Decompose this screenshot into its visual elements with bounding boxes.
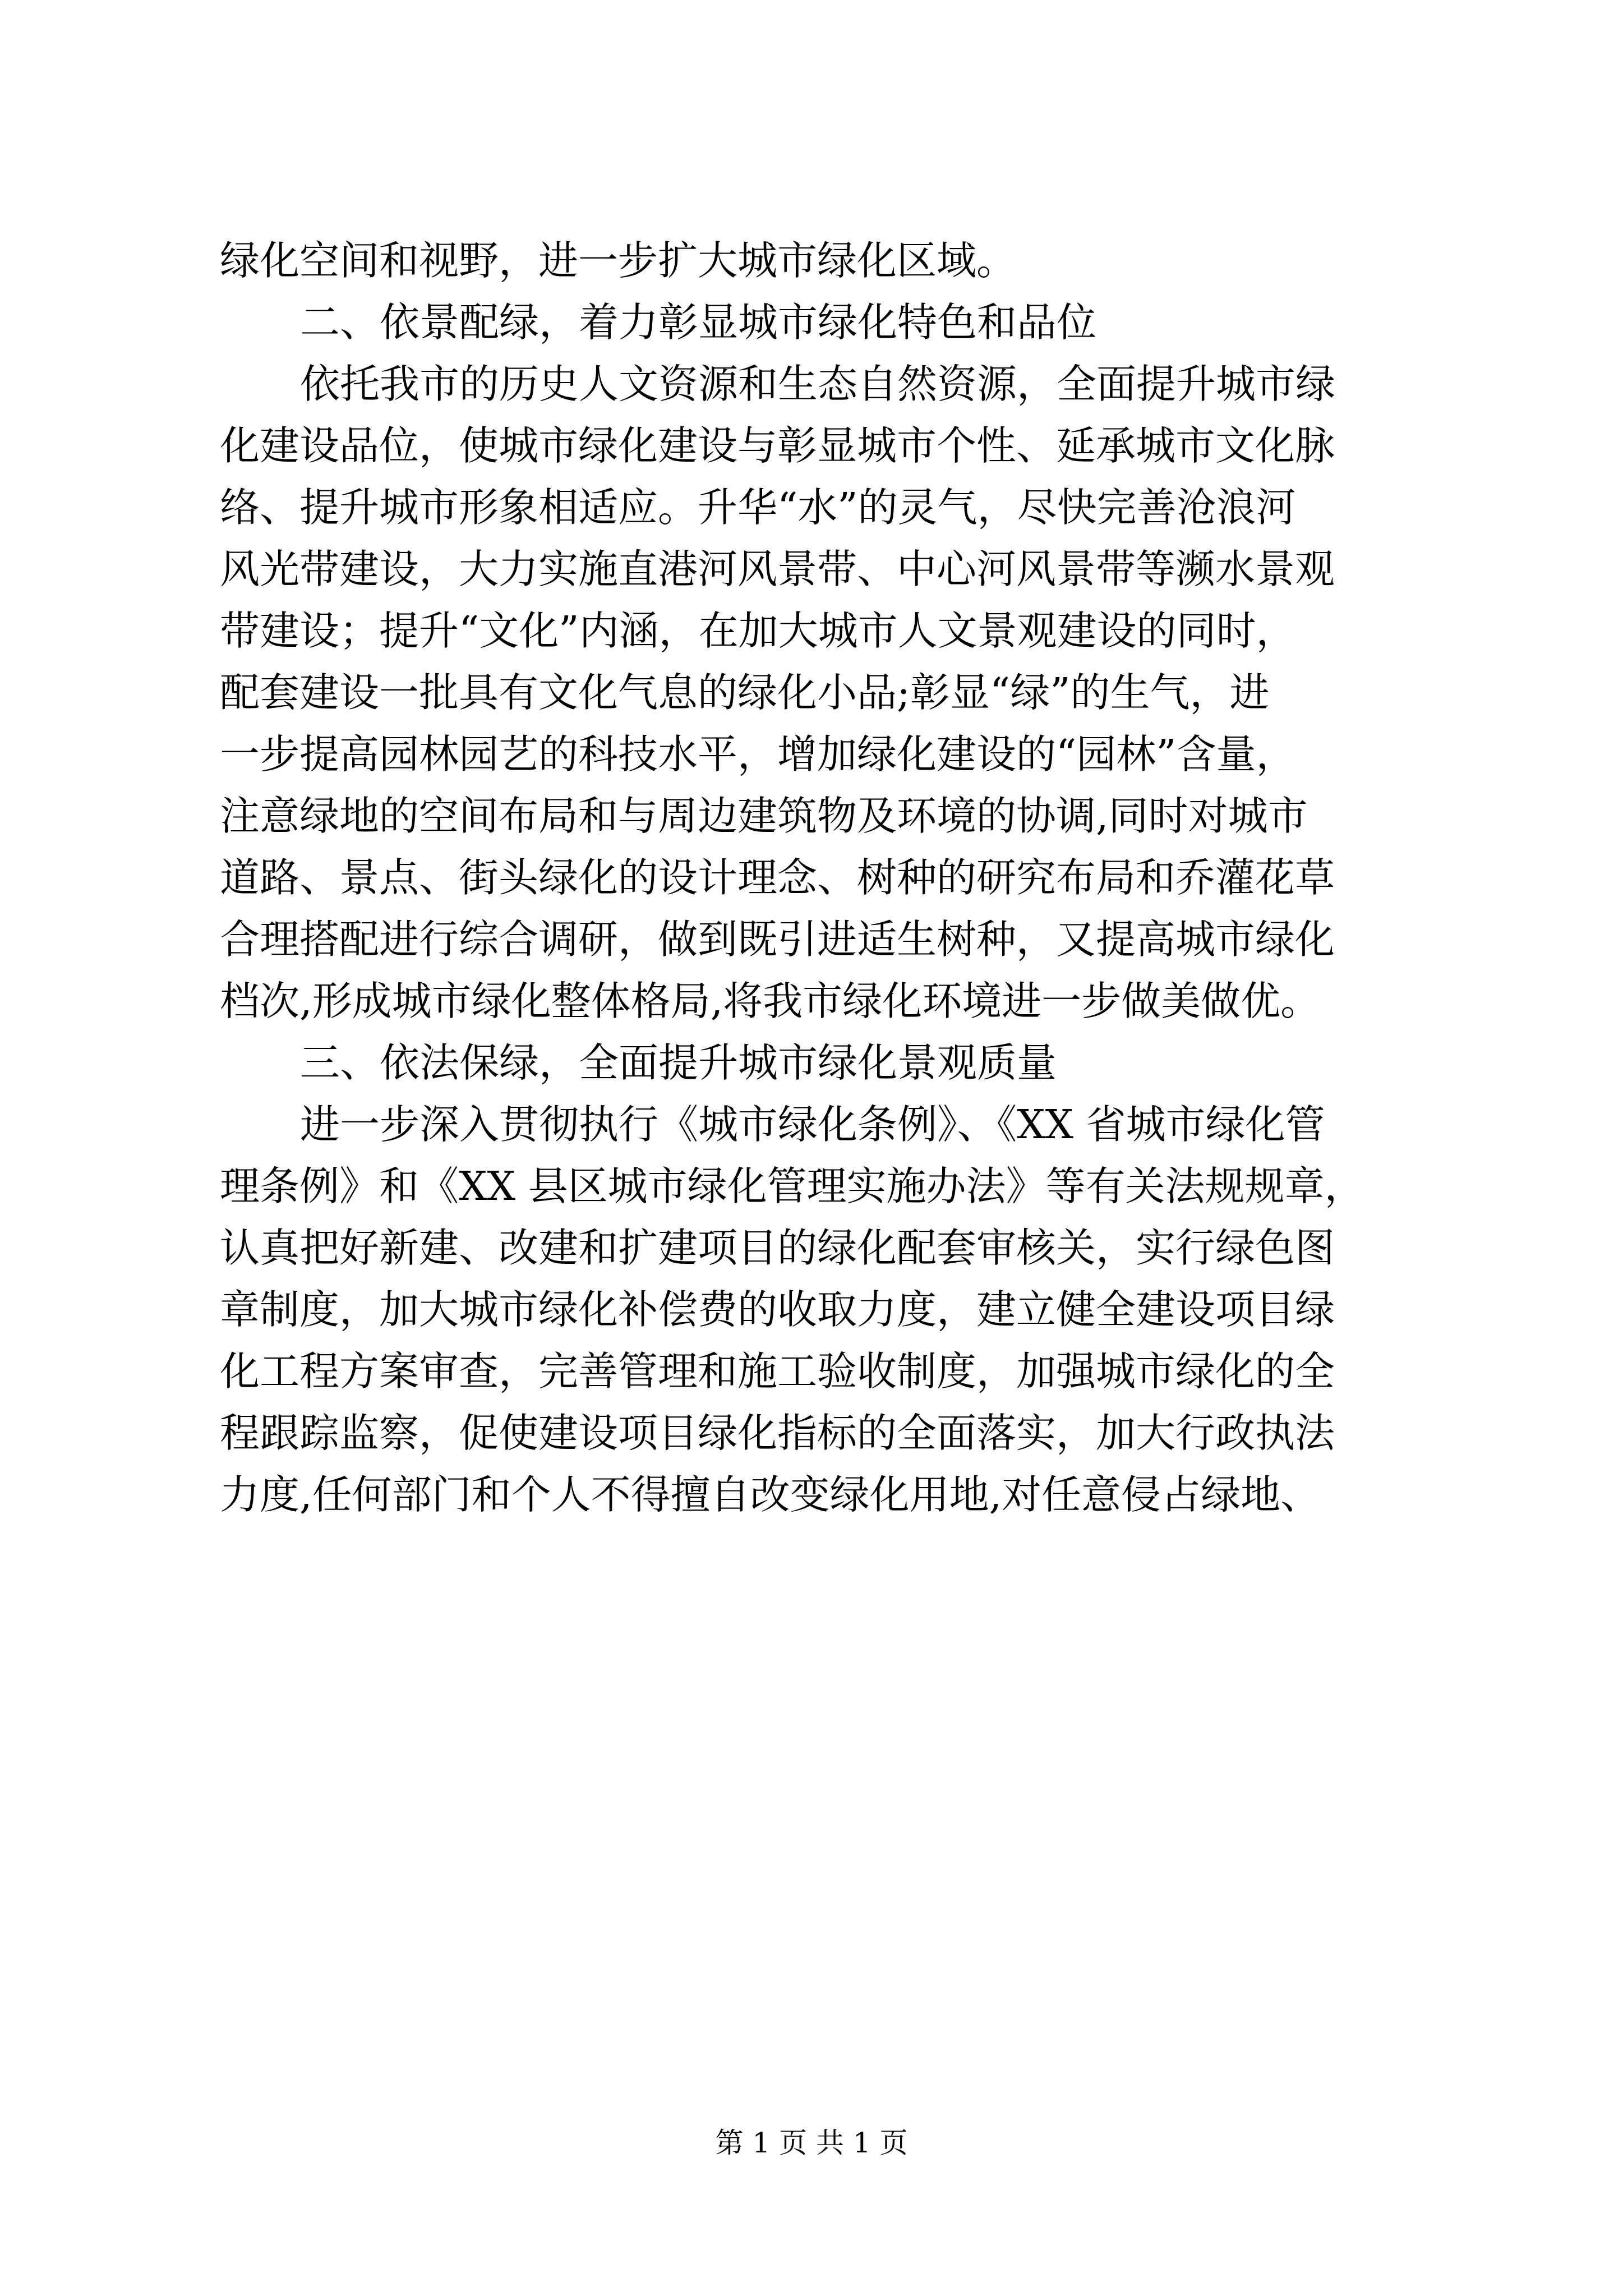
text-line: 认真把好新建、改建和扩建项目的绿化配套审核关，实行绿色图: [220, 1225, 1335, 1271]
page-footer: 第 1 页 共 1 页: [715, 2127, 908, 2159]
text-line: 注意绿地的空间布局和与周边建筑物及环境的协调,同时对城市: [220, 793, 1308, 839]
section-heading: 二、依景配绿，着力彰显城市绿化特色和品位: [300, 299, 1097, 346]
text-line: 进一步深入贯彻执行《城市绿化条例》、《XX 省城市绿化管: [300, 1101, 1325, 1148]
text-line: 程跟踪监察，促使建设项目绿化指标的全面落实，加大行政执法: [220, 1410, 1335, 1456]
text-line: 一步提高园林园艺的科技水平，增加绿化建设的“园林”含量，: [220, 731, 1296, 777]
text-line: 依托我市的历史人文资源和生态自然资源，全面提升城市绿: [300, 361, 1336, 407]
text-line: 风光带建设，大力实施直港河风景带、中心河风景带等濒水景观: [220, 546, 1335, 592]
text-line: 力度,任何部门和个人不得擅自改变绿化用地,对任意侵占绿地、: [220, 1471, 1321, 1518]
text-line: 合理搭配进行综合调研，做到既引进适生树种，又提高城市绿化: [220, 916, 1335, 963]
section-heading: 三、依法保绿，全面提升城市绿化景观质量: [300, 1039, 1057, 1086]
text-line: 络、提升城市形象相适应。升华“水”的灵气，尽快完善沧浪河: [220, 484, 1296, 531]
text-line: 配套建设一批具有文化气息的绿化小品;彰显“绿”的生气，进: [220, 669, 1270, 716]
text-line: 章制度，加大城市绿化补偿费的收取力度，建立健全建设项目绿: [220, 1286, 1335, 1333]
text-line: 道路、景点、街头绿化的设计理念、树种的研究布局和乔灌花草: [220, 854, 1335, 901]
text-line: 带建设；提升“文化”内涵，在加大城市人文景观建设的同时，: [220, 608, 1296, 654]
text-line: 理条例》和《XX 县区城市绿化管理实施办法》等有关法规规章，: [220, 1163, 1364, 1209]
text-line: 化建设品位，使城市绿化建设与彰显城市个性、延承城市文化脉: [220, 422, 1335, 469]
text-line: 化工程方案审查，完善管理和施工验收制度，加强城市绿化的全: [220, 1348, 1335, 1395]
text-line: 绿化空间和视野，进一步扩大城市绿化区域。: [220, 237, 1017, 284]
text-line: 档次,形成城市绿化整体格局,将我市绿化环境进一步做美做优。: [220, 978, 1321, 1024]
